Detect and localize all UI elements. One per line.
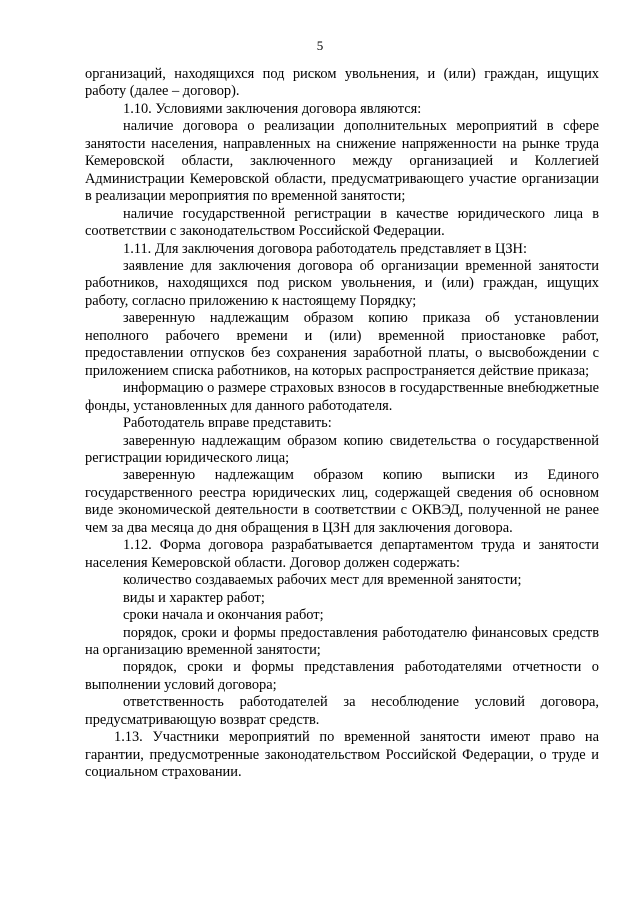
condition-registration-item: наличие государственной регистрации в качестве юридического лица в соответствии с законодательством Российской Федерации. [85,205,599,240]
clause-1-13: 1.13. Участники мероприятий по временной занятости имеют право на гарантии, предусмотренные законодательством Российской Федерации, о труде и социальном страховании. [85,729,599,781]
clause-1-12-heading: 1.12. Форма договора разрабатывается департаментом труда и занятости населения Кемеровской области. Договор должен содержать: [85,537,599,571]
optional-certificate-item: заверенную надлежащим образом копию свидетельства о государственной регистрации юридического лица; [85,432,599,466]
document-insurance-info-item: информацию о размере страховых взносов в государственные внебюджетные фонды, установленных для данного работодателя. [85,380,599,414]
contract-content-item: порядок, сроки и формы представления работодателями отчетности о выполнении условий договора; [85,659,599,693]
contract-content-item: порядок, сроки и формы предоставления работодателю финансовых средств на организацию временной занятости; [85,624,599,658]
paragraph-continuation: организаций, находящихся под риском увольнения, и (или) граждан, ищущих работу (далее – договор). [85,66,599,100]
document-body [85,66,599,782]
page-number: 5 [316,38,324,53]
contract-content-item: ответственность работодателей за несоблюдение условий договора, предусматривающую возврат средств. [85,694,599,728]
document-order-copy-item: заверенную надлежащим образом копию приказа об установлении неполного рабочего времени и (или) временной приостановке работ, предоставлении отпусков без сохранения заработной платы, о высвобождении с приложением списка работников, на которых распространяется действие приказа; [85,310,599,379]
contract-content-item: виды и характер работ; [123,589,265,606]
optional-register-extract-item: заверенную надлежащим образом копию выписки из Единого государственного реестра юридических лиц, содержащей сведения об основном виде экономической деятельности в соответствии с ОКВЭД, полученной не ранее чем за два месяца до дня обращения в ЦЗН для заключения договора. [85,467,599,536]
condition-contract-item: наличие договора о реализации дополнительных мероприятий в сфере занятости населения, направленных на снижение напряженности на рынке труда Кемеровской области, заключенного между организацией и Коллегией Администрации Кемеровской области, предусматривающего участие организации в реализации мероприятия по временной занятости; [85,118,599,205]
clause-1-11-heading: 1.11. Для заключения договора работодатель представляет в ЦЗН: [123,240,527,257]
contract-content-item: сроки начала и окончания работ; [123,607,324,624]
contract-content-item: количество создаваемых рабочих мест для временной занятости; [123,572,522,589]
document-application-item: заявление для заключения договора об организации временной занятости работников, находящихся под риском увольнения, и (или) граждан, ищущих работу, согласно приложению к настоящему Порядку; [85,257,599,309]
clause-1-10-heading: 1.10. Условиями заключения договора являются: [123,100,422,117]
optional-documents-heading: Работодатель вправе представить: [123,415,332,432]
